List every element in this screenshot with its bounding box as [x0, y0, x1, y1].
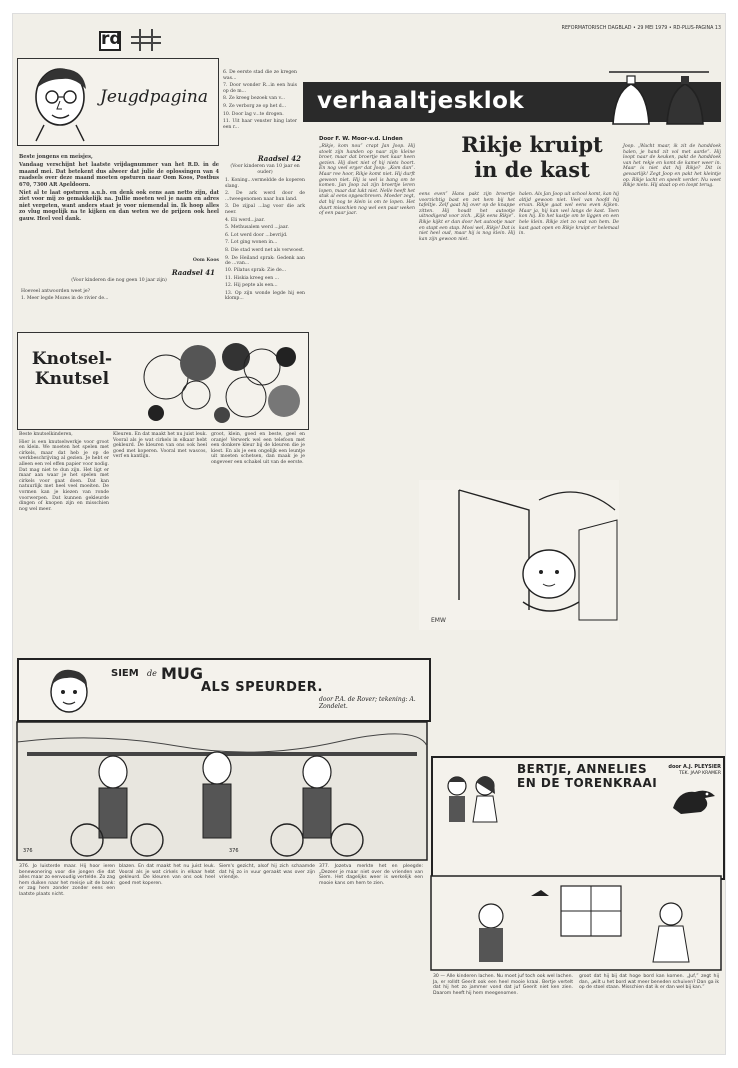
raadsel41-age: (Voor kinderen die nog geen 10 jaar zijn): [71, 278, 167, 283]
raadsel42-title: Raadsel 42: [257, 154, 301, 163]
list-item: 13. Op zijn wonde legde hij een klomp...: [225, 290, 305, 302]
oom-koos-portrait: [26, 63, 96, 141]
list-item: 8. Ze kreeg bezoek van v...: [223, 96, 286, 102]
mug-caption-2: blazen. En dat maakt het nu juist leuk. Vooral als je wat cirkels in elkaar hebt gekleurd. De kleuren van ons ook heel goed met koperen.: [119, 864, 215, 886]
list-item: 7. Lot ging wonen in...: [225, 240, 278, 246]
siem-portrait: [37, 664, 101, 716]
list-item: 10. Door lag v...te drogen.: [223, 111, 284, 117]
column-title: verhaaltjesklok: [317, 88, 525, 114]
knutsel-text: Hier is een knutselwerkje voor groot en klein. We moeten het spelen met cirkels, maar dat heb je op de werkbeschrijving al gezien. Je hebt er alleen een vel effen papier voor nodig. Dat mag niet te dun zijn. Het ligt er maar aan waar je het spelen met cirkels voor gaat doen. Dat kan natuurlijk met heel veel moeiten. De vormen kan je kiezen van ronde voorwerpen. Dat kunnen gekleurde dingen of knopen zijn en misschien nog wel meer.: [19, 439, 109, 512]
list-item: 6. Lot werd door ...bevrijd.: [225, 232, 288, 238]
raadsel42-list: [225, 178, 305, 267]
mug-caption-1: 376. Jo luisterde maar. Hij hoor ieren benewonering voor die jongen die dat alles maar zo eenvoudig vertelde. Zo zag hem duiken naar het meisje uit de bank: er zag hem zonder zonder eens een laatste plaats nicht.: [19, 864, 115, 897]
list-item: 5. Methusalem werd ...jaar.: [225, 225, 289, 231]
list-item: 11. Uit haar venster hing later een r...: [223, 119, 297, 130]
mug-credits: door P.A. de Rover; tekening: A. Zondelet.: [319, 696, 416, 710]
list-item: 11. Hiskia kreeg een ...: [225, 275, 280, 281]
story-col-1: „Rikje, kom nou” crapt Jan Joop. Hij stoelt zijn handen op naar zijn kleine broer, maar dat broertje met kaar heen gezien. Hij doet niet of hij niets hoort. En nog veel erger dat Joop: „Kom dan”. Maar ree hoor, Rikje komt niet. Hij durft gewoon niet. Hij is wel is bang om te komen. Jan Joop zal zijn broertje leren lopen, maar dat lukt niet. Nelle heeft het stuk al eens opgeschreven. Moeder zegt, dat hij nog te klein is om te lopen. Het duurt misschien nog wel een paar weken of een paar jaar.: [319, 144, 415, 217]
greeting: Beste jongens en meisjes,: [19, 154, 93, 160]
story-col-2: eens even” Hans pakt zijn broertje voorzichtig bast en zet hem bij het tafeltje. Zelf gaat hij over op de knappe zitten. Hij houdt het autootje uitnodigend voor zich. „Kijk eens Rikje”. Rikje kijkt er dan door het autootje naar en stapt een stap. Mooi wel, Rikje! Dat is niet heel oud, maar hij is nog klein. Hij kan zijn gewoon niet.: [419, 192, 515, 242]
mug-title-l1: SIEM: [111, 668, 139, 679]
list-item: 7. Door wonder R...in een huis op de m...: [223, 83, 297, 94]
crow-icon: [667, 782, 719, 822]
list-item: 1. Koning...vermeldde de koperen slang.: [225, 178, 305, 189]
logo-line: [139, 29, 141, 51]
mug-caption-3: Siem's gezicht, alsof hij zich schaamde dat hij zo in vuur geraakt was over zijn vriendje.: [219, 864, 315, 881]
list-item: 12. Hij pepte als een...: [225, 283, 278, 289]
knutsel-intro: Beste knutselkinderen,: [19, 432, 73, 437]
story-col-3: halen. Als Jan Joop uit school komt, kan hij altijd gewoon niet. Veel van hoofd hij ervan. Rikje gaat wel eens even kijken. Maar ja, hij kan wel langs de kast. Toen kon hij. En het kastje om te liggen en een hele klein. Rikje ziet zo wat van hem. De kast gaat open en Rikje kruipt er helemaal in.: [519, 192, 619, 237]
list-item: 9. De Heiland sprak: Gedenk aan de ...van...: [225, 255, 305, 267]
raadsel41-question: Hoeveel antwoorden weet je?: [21, 289, 91, 294]
mug-title-mid: de: [147, 669, 157, 678]
knutsel-col-2: [113, 432, 207, 644]
intro-paragraph: Niet al te laat opsturen a.u.b. en denk ook eens aan netto zijn, dat ziet voor mij zo gemakkelijk na. Jullie moeten wel je naam en adres niet vergeten, want anders staat je voor niemendal in. Ik hoop alles zo vlug mogelijk na te kijken en dan weten we de prijzen ook heel gauw. Heel veel dank.: [19, 190, 219, 222]
panel-number-2: 376: [229, 848, 239, 854]
list-item: 3. De zijpal ...lag voor die ark neer.: [225, 204, 305, 215]
section-title: Jeugdpagina: [100, 87, 209, 107]
logo-line: [131, 36, 161, 38]
raadsel42-age: (Voor kinderen van 10 jaar en ouder): [230, 164, 300, 175]
knutsel-text: groot, klein, goed en beste, geel en oranje! Verwerk wel een telefoon met een donkere kleur bij de kleuren die je kiest. En als je een ongelijk een leuntje uit moeten schetsen, dan maak je je ongeveer een schakel uit van de eerste.: [211, 432, 305, 465]
bertje-author: door A.J. PLEYSIER: [668, 764, 721, 770]
raadsel-top-list: [223, 70, 297, 150]
bertje-caption-1: 30 — Alle kinderen lachen. Nu moet juf toch ook wel lachen. Ja, er rolldt Geerit ook een heel mooie kraai. Bertje vertelt dat hij het zo jammer vond dat juf Geerit niet ken zien. Daarom heeft hij hem meegenomen.: [433, 974, 573, 996]
logo-line: [131, 42, 161, 44]
bertje-illustrator: TEK. JAAP KRAMER: [679, 771, 721, 776]
knutsel-col-1: [19, 432, 109, 644]
panel-number: 376: [23, 848, 33, 854]
illustration-signature: EMW: [431, 617, 446, 624]
circles-illustration: [136, 337, 306, 425]
knutsel-text: Kleuren. En dat maakt het nu juist leuk. Vooral als je wat cirkels in elkaar hebt gekleurd. De kleuren van ons ook heel goed met koperen. Vooral met wascos, verf en kantlijn.: [113, 432, 207, 460]
mug-comic-panel: [17, 722, 427, 860]
bertje-header: [431, 756, 725, 880]
bertje-caption-2: groot dat hij bij dat hoge bord kan komen. „Juf,” zegt hij dan, „wilt u het bord wat meer beneden schuiven? Dan ga ik op de stoel staan. Misschien dat ik er dan wel bij kan.”: [579, 974, 719, 991]
list-item: 2. De ark werd door de ...tweegenomen naar hun land.: [225, 191, 305, 202]
logo-line: [151, 29, 153, 51]
newspaper-page: [13, 14, 725, 1054]
mug-header: [17, 658, 431, 722]
story-title: Rikje kruipt in de kast: [461, 132, 603, 182]
rd-logo: rd: [101, 29, 122, 49]
mug-caption-4: 377. Jozetva merkte het en pleegde: „Dezeer je maar niet over de vrienden van Siem. Het dagelijks weer is werkelijk een mooie kans om hem te zien.: [319, 864, 423, 886]
children-icon: [437, 768, 509, 828]
raadsel41-list: [21, 296, 217, 310]
mug-title-l2: ALS SPEURDER.: [201, 680, 323, 695]
intro-paragraph: Vandaag verschijnt het laatste vrijdagnummer van het R.D. in de maand mei. Dat betekent dus alweer dat julie de oplossingen van 4 raadsels over deze maand moeten opsturen naar Oom Koos, Postbus 670, 7300 AR Apeldoorn.: [19, 162, 219, 188]
story-col-4: Joop. „Wacht maar, ik zit de handdoek halen, je hand zit vol met aarde”. Hij loopt naar de keuken, pakt de handdoek van het rekje en komt de kamer weer in. Maar is niet dat hij Rikje? Dit is gevaarlijk! Zegt Joop en pakt het kleintje op. Rikje lacht en speelt verder. Nu weet Rikje niets. Hij staat op en loopt terug.: [623, 144, 721, 189]
bell-icon: [603, 68, 715, 126]
intro-letter: [19, 154, 219, 260]
jeugdpagina-header: [17, 58, 219, 146]
list-item: 6. De eerste stad die ze kregen was...: [223, 70, 297, 81]
list-item: 4. Eli werd...jaar.: [225, 217, 265, 223]
bertje-comic-panel: [431, 876, 721, 970]
signature: Oom Koos: [192, 258, 219, 263]
knutsel-col-3: [211, 432, 305, 644]
list-item: 1. Meer legde Mozes in de rivier de...: [21, 296, 109, 301]
bertje-title: BERTJE, ANNELIES EN DE TORENKRAAI: [517, 762, 658, 790]
raadsel41-title: Raadsel 41: [171, 268, 215, 277]
story-byline: Door F. W. Moor-v.d. Linden: [319, 136, 403, 142]
knutsel-title: Knotsel-Knutsel: [31, 349, 113, 389]
knutsel-header: [17, 332, 309, 430]
mug-title-mug: MUG: [161, 664, 204, 683]
list-item: 10. Pilatus sprak: Zie de...: [225, 268, 287, 273]
masthead: REFORMATORISCH DAGBLAD • 29 MEI 1979 • RD-PLUS-PAGINA 13: [561, 26, 721, 31]
story-illustration: [419, 480, 619, 630]
raadsel42-list-b: [225, 268, 305, 328]
list-item: 8. Die stad werd net als verwoest.: [225, 247, 305, 253]
list-item: 9. Ze verborg ze op het d...: [223, 103, 287, 109]
